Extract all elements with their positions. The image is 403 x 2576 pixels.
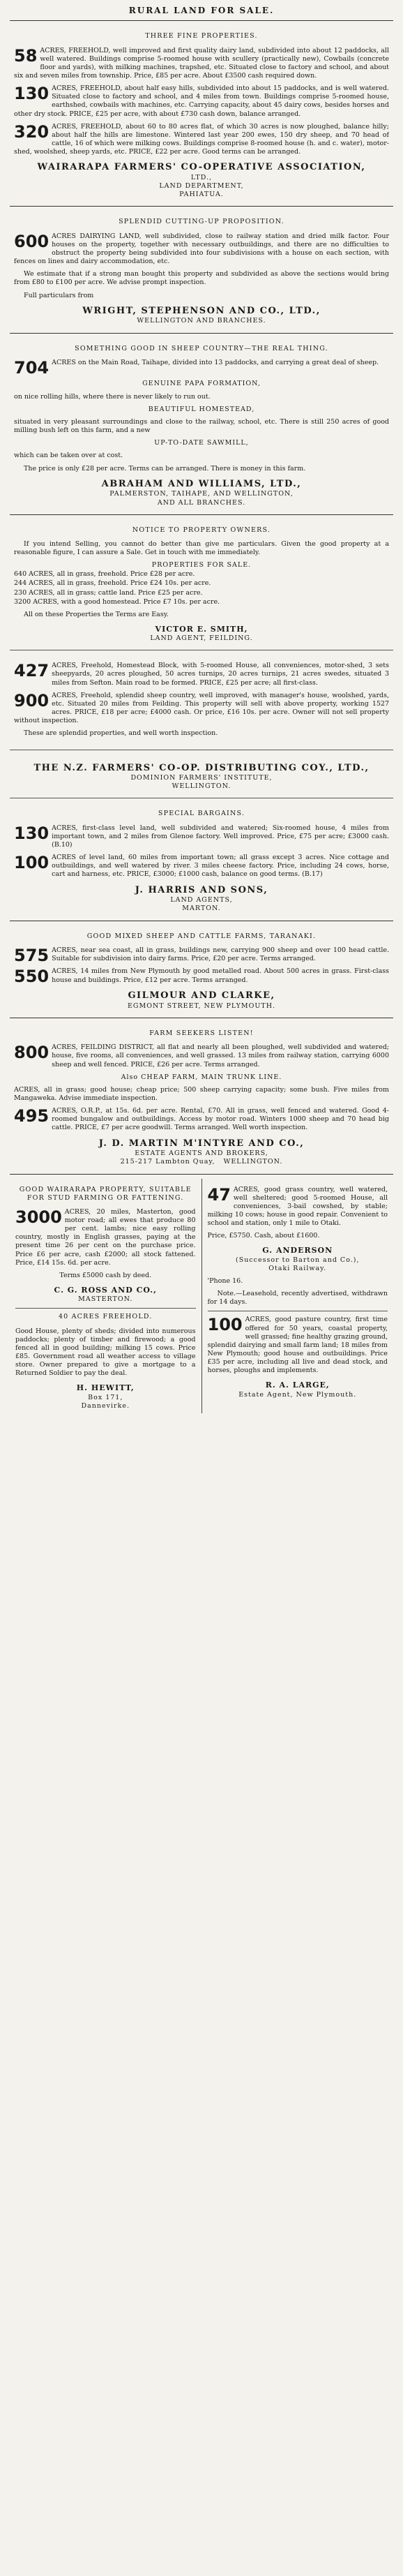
listing-text: ACRES DAIRYING LAND, well subdivided, close to railway station and dried milk factor. Four houses on the property, together with necessary outbuildings, and there are no difficulties to obstruct the property being subdivided into four subdivisions with a house on each section, with fences on lines and dairy accommodation, etc. <box>14 232 389 266</box>
feature-heading: BEAUTIFUL HOMESTEAD, <box>148 405 255 413</box>
acreage: 427 <box>14 662 50 681</box>
firm-name: R. A. LARGE, <box>265 1380 330 1390</box>
listing <box>14 824 389 849</box>
ad-heading: FARM SEEKERS LISTEN! <box>149 1029 254 1038</box>
firm-offices: DOMINION FARMERS' INSTITUTE, <box>130 774 273 782</box>
listing-text: ACRES, good pasture country, first time offered for 50 years, coastal property, well grassed; fine healthy grazing ground, splendid dairying and small farm land; 18 miles from New Plymouth; good house and outbuildings. Price £35 per acre, including all live and dead stock, and horses, ploughs and implements. <box>207 1316 388 1375</box>
firm-role: ESTATE AGENTS AND BROKERS, <box>135 1149 268 1158</box>
feature-heading: UP-TO-DATE SAWMILL, <box>154 439 249 447</box>
listing <box>14 692 389 726</box>
ad-wairarapa-stud <box>15 1186 196 1304</box>
ad-heading: SPECIAL BARGAINS. <box>158 810 245 818</box>
ad-otaki-farm <box>208 1186 388 1307</box>
classifieds-page <box>10 0 393 1413</box>
ad-feilding-properties <box>10 655 393 745</box>
firm-name: C. G. ROSS AND CO., <box>54 1286 157 1295</box>
listing-text: ACRES, FREEHOLD, well improved and first quality dairy land, subdivided into about 12 paddocks, all well watered. Buildings comprise 5-roomed house with scullery (practically new), Cowbails (concrete floor and yards), with milking machines, trapshed, etc. Situated close to factory and school, and about six and seven miles from township. Price, £85 per acre. About £3500 cash required down. <box>14 46 389 80</box>
list-item: 640 ACRES, all in grass, freehold. Price £28 per acre. <box>14 570 195 579</box>
ad-intro: If you intend Selling, you cannot do better than give me particulars. Given the good property at a reasonable figure, I can assure a Sale. Get in touch with me immediately. <box>14 539 389 556</box>
ad-taranaki-farms <box>10 925 393 1014</box>
acreage: 600 <box>14 232 50 251</box>
street-address: 215-217 Lambton Quay, <box>120 1158 215 1166</box>
firm-role: LAND AGENT, FEILDING. <box>150 634 253 643</box>
listing <box>14 123 389 157</box>
firm-name: J. HARRIS AND SONS, <box>135 884 268 895</box>
price-text: Price, £5750. Cash, about £1600. <box>207 1232 320 1240</box>
divider <box>10 333 393 334</box>
acreage: 130 <box>14 84 50 104</box>
ad-farm-seekers <box>10 1022 393 1170</box>
listing <box>14 232 389 267</box>
firm-offices: PALMERSTON, TAIHAPE, AND WELLINGTON, <box>109 490 294 498</box>
listing-text: ACRES, all in grass; good house; cheap price; 500 sheep carrying capacity; some bush. Five miles from Mangaweka. Advise immediate inspection. <box>14 1085 389 1102</box>
listing-text: ACRES, FEILDING DISTRICT, all flat and nearly all been ploughed, well subdivided and watered; house, five rooms, all conveniences, and well grassed. 13 miles from railway station, carrying 6000 sheep and well fenced. PRICE, £26 per acre. Terms arranged. <box>52 1043 389 1069</box>
feature-text: situated in very pleasant surroundings and close to the railway, school, etc. There is still 250 acres of good milling bush left on this farm, and a new <box>14 417 389 435</box>
firm-suffix: LTD., <box>190 174 213 182</box>
acreage: 3000 <box>15 1207 62 1227</box>
ad-heading: GOOD MIXED SHEEP AND CATTLE FARMS, TARANAKI. <box>86 932 317 940</box>
listing-text: ACRES on the Main Road, Taihape, divided into 13 paddocks, and carrying a great deal of sheep. <box>52 358 379 366</box>
listing-text: ACRES, FREEHOLD, about 60 to 80 acres flat, of which 30 acres is now ploughed, balance hilly; about half the hills are limestone. Wintered last year 200 ewes, 150 dry sheep, and 70 head of cattle, 16 of which were milking cows. Buildings comprise 8-roomed house (h. and c. water), motor-shed, woolshed, sheep yards, etc. PRICE, £22 per acre. Good terms can be arranged. <box>14 122 389 156</box>
firm-name: WAIRARAPA FARMERS' CO-OPERATIVE ASSOCIATION, <box>37 162 366 173</box>
right-column <box>202 1179 394 1413</box>
listing-text: ACRES of level land, 60 miles from important town; all grass except 3 acres. Nice cottage and outbuildings, and well watered by river. 3 miles cheese factory. Price, including 24 cows, horse, cart and harness, etc. PRICE, £3000; £1000 cash, balance on good terms. (B.17) <box>52 854 389 879</box>
firm-name: WRIGHT, STEPHENSON AND CO., LTD., <box>82 305 321 316</box>
listing <box>14 359 389 376</box>
acreage: 900 <box>14 691 50 710</box>
firm-address: Estate Agent, New Plymouth. <box>238 1390 357 1399</box>
sub-heading: Also CHEAP FARM, MAIN TRUNK LINE. <box>121 1073 282 1081</box>
firm-address <box>14 1158 389 1166</box>
terms-text: Terms £5000 cash by deed. <box>59 1271 152 1279</box>
listing <box>208 1186 388 1228</box>
firm-box: Box 171, <box>88 1393 123 1401</box>
property-list <box>14 570 389 606</box>
acreage: 47 <box>207 1185 231 1205</box>
firm-name: VICTOR E. SMITH, <box>155 625 248 634</box>
firm-name: ABRAHAM AND WILLIAMS, LTD., <box>101 478 302 489</box>
divider <box>10 206 393 207</box>
ad-heading: NOTICE TO PROPERTY OWNERS. <box>132 526 271 534</box>
listing <box>14 84 389 119</box>
terms-note: All on these Properties the Terms are Easy. <box>24 610 169 618</box>
listing <box>14 967 389 985</box>
acreage: 100 <box>14 854 50 873</box>
ad-note: These are splendid properties, and well worth inspection. <box>24 729 218 738</box>
list-item: 244 ACRES, all in grass, freehold. Price £24 10s. per acre. <box>14 579 211 588</box>
firm-branches: AND ALL BRANCHES. <box>157 498 246 507</box>
listing <box>14 662 389 687</box>
listing <box>208 1316 388 1375</box>
divider <box>10 514 393 515</box>
ad-heading: GOOD WAIRARAPA PROPERTY, SUITABLE FOR STUD FARMING OR FATTENING. <box>19 1185 192 1202</box>
listing-text: ACRES, Freehold, splendid sheep country, well improved, with manager's house, woolshed, yards, etc. Situated 20 miles from Feilding. This property will sell with above property, working 1527 acres. PRICE, £18 per acre; £4000 cash. Or price, £16 10s. per acre. Owner will not sell property without inspection. <box>14 691 389 725</box>
listing-text: ACRES, near sea coast, all in grass, buildings new, carrying 900 sheep and over 100 head cattle. Suitable for subdivision into dairy farms. Price, £20 per acre. Terms arranged. <box>52 946 389 962</box>
listing-text: ACRES, first-class level land, well subdivided and watered; Six-roomed house, 4 miles from important town, and 2 miles from Glenoe factory. Well improved. Price, £75 per acre; £3000 cash. (B.10) <box>52 824 389 849</box>
ad-note: We estimate that if a strong man bought this property and subdivided as above the sections would bring from £80 to £100 per acre. We advise prompt inspection. <box>14 270 389 287</box>
two-column-ads <box>10 1179 393 1413</box>
firm-city: WELLINGTON. <box>172 782 231 791</box>
firm-town: MASTERTON. <box>78 1295 133 1304</box>
firm-town: PAHIATUA. <box>179 191 224 199</box>
firm-branches: WELLINGTON AND BRANCHES. <box>137 317 266 325</box>
list-item: 3200 ACRES, with a good homestead. Price £7 10s. per acre. <box>14 597 220 606</box>
listing-text: ACRES, good grass country, well watered, well sheltered; good 5-roomed House, all conveniences, 3-bail cowshed, by stable; milking 10 cows; house in good repair. Convenient to school and station, only 1 mile to Otaki. <box>207 1185 388 1228</box>
firm-role: LAND AGENTS, <box>170 896 233 904</box>
feature-heading: GENUINE PAPA FORMATION, <box>142 380 261 388</box>
ad-notice-to-owners <box>10 519 393 646</box>
terms-text: The price is only £28 per acre. Terms can be arranged. There is money in this farm. <box>24 464 306 472</box>
sub-heading: PROPERTIES FOR SALE. <box>151 561 252 569</box>
left-column <box>10 1179 202 1413</box>
divider <box>10 20 393 21</box>
ad-heading: SPLENDID CUTTING-UP PROPOSITION. <box>119 218 284 226</box>
acreage: 575 <box>14 946 50 964</box>
ad-heading: 40 ACRES FREEHOLD. <box>58 1313 153 1321</box>
listing <box>14 854 389 879</box>
particulars-label: Full particulars from <box>24 291 94 299</box>
firm-address: EGMONT STREET, NEW PLYMOUTH. <box>127 1002 276 1010</box>
acreage: 704 <box>14 358 50 376</box>
listing-text: ACRES, FREEHOLD, about half easy hills, subdivided into about 15 paddocks, and is well watered. Situated close to factory and school, and 4 miles from town. Buildings comprise 5-roomed house, earthshed, cowbails with machines, etc. Carrying capacity, about 45 dairy cows, besides horses and other dry stock. PRICE, £25 per acre, with about £730 cash down, balance arranged. <box>14 84 389 118</box>
listing-text: ACRES, Freehold, Homestead Block, with 5-roomed House, all conveniences, motor-shed, 3 sets sheepyards, 20 acres ploughed, 50 acres turnips, 20 acres turnips, 21 acres swedes, situated 3 miles from Sefton. Main road to be formed. PRICE, £25 per acre; all first-class. <box>52 662 389 687</box>
firm-town: MARTON. <box>182 904 221 913</box>
list-item: 230 ACRES, all in grass; cattle land. Price £25 per acre. <box>14 588 203 597</box>
phone: 'Phone 16. <box>207 1276 243 1285</box>
listing <box>14 1043 389 1069</box>
ad-heading: SOMETHING GOOD IN SHEEP COUNTRY—THE REAL THING. <box>75 344 328 352</box>
ad-forty-acres <box>15 1313 196 1410</box>
acreage: 58 <box>14 46 38 66</box>
feature-text: on nice rolling hills, where there is never likely to run out. <box>14 392 211 401</box>
listing <box>15 1208 196 1267</box>
acreage: 495 <box>14 1107 50 1126</box>
firm-name: G. ANDERSON <box>262 1246 333 1256</box>
firm-department: LAND DEPARTMENT, <box>159 182 244 191</box>
ad-cutting-up <box>10 211 393 328</box>
city: WELLINGTON. <box>223 1158 283 1166</box>
firm-town: Otaki Railway. <box>268 1264 327 1272</box>
firm-name: GILMOUR AND CLARKE, <box>128 990 275 1002</box>
acreage: 800 <box>14 1043 50 1063</box>
listing-text: ACRES, O.R.P., at 15s. 6d. per acre. Rental, £70. All in grass, well fenced and watered. Good 4-roomed bungalow and outbuildings. Access by motor road. Winters 1000 sheep and 70 head big cattle. PRICE, £7 per acre goodwill. Terms arranged. Well worth inspection. <box>52 1107 389 1132</box>
acreage: 320 <box>14 122 50 142</box>
ad-farmers-coop <box>10 754 393 794</box>
acreage: 130 <box>14 824 50 843</box>
acreage: 550 <box>14 967 50 985</box>
firm-name: J. D. MARTIN M'INTYRE AND CO., <box>98 1138 305 1149</box>
listing-text: ACRES, 14 miles from New Plymouth by good metalled road. About 500 acres in grass. First-class house and buildings. Price, £12 per acre. Terms arranged. <box>52 967 389 984</box>
divider <box>10 1174 393 1175</box>
ad-new-plymouth-farm <box>208 1316 388 1399</box>
ad-special-bargains <box>10 803 393 916</box>
feature-text: which can be taken over at cost. <box>14 452 123 460</box>
ad-heading: THREE FINE PROPERTIES. <box>145 32 258 40</box>
listing-text: Good House, plenty of sheds; divided into numerous paddocks; plenty of timber and firewood; a good fenced all in good building; milking 15 cows. Price £85. Government road all weather access to village store. Owner prepared to give a mortgage to a Returned Soldier to pay the deal. <box>15 1327 196 1378</box>
firm-name: H. HEWITT, <box>76 1383 135 1393</box>
masthead: RURAL LAND FOR SALE. <box>128 6 275 15</box>
listing-text: ACRES, 20 miles, Masterton, good motor road; all ewes that produce 80 per cent. lambs; nice easy rolling country, mostly in English grasses, paying at the present time 26 per cent on the purchase price. Price £6 per acre, cash £2000; all stock fattened. Price, £14 15s. 6d. per acre. <box>15 1207 196 1267</box>
listing <box>14 47 389 81</box>
withdrawn-note: Note.—Leasehold, recently advertised, withdrawn for 14 days. <box>207 1290 388 1306</box>
divider <box>15 1308 196 1309</box>
listing <box>14 1107 389 1132</box>
acreage: 100 <box>207 1316 243 1335</box>
listing <box>14 946 389 964</box>
firm-note: (Successor to Barton and Co.), <box>236 1256 360 1264</box>
firm-town: Dannevirke. <box>81 1401 130 1410</box>
ad-three-fine-properties <box>10 25 393 202</box>
ad-sheep-country <box>10 338 393 510</box>
firm-name: THE N.Z. FARMERS' CO-OP. DISTRIBUTING COY., LTD., <box>33 762 370 773</box>
